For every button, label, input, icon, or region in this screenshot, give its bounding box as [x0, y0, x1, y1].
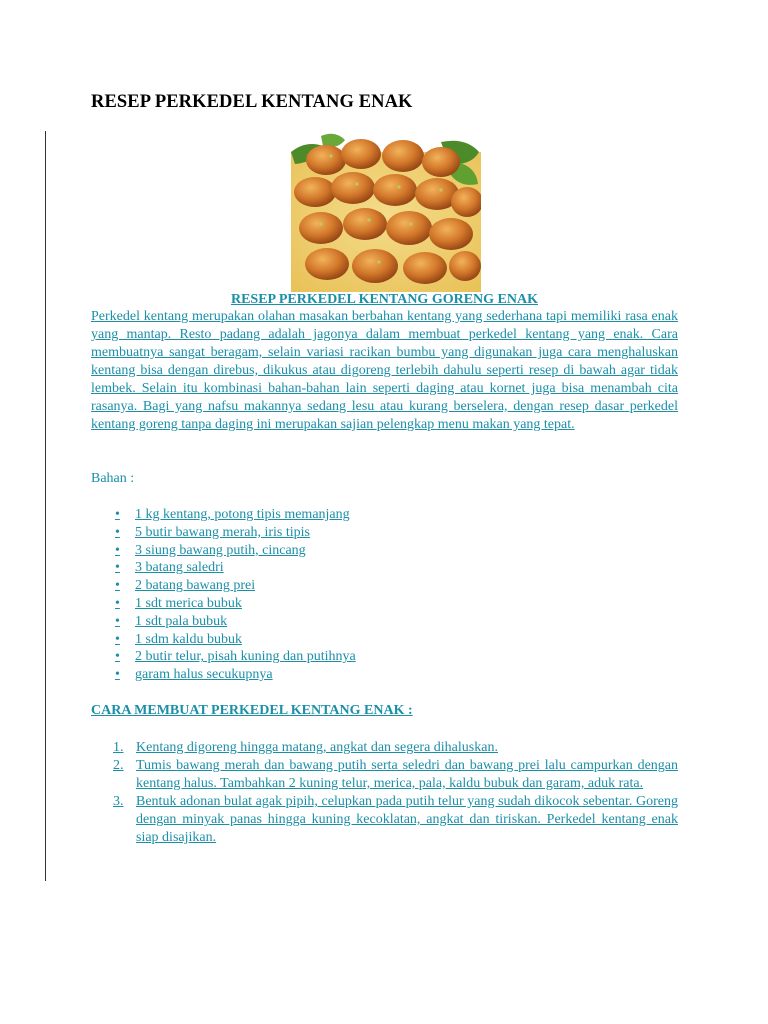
step-item[interactable] — [91, 757, 678, 793]
ingredients-label: Bahan : — [91, 471, 135, 486]
bullet-icon: • — [115, 542, 120, 558]
steps-list — [91, 739, 678, 847]
bullet-icon: • — [115, 667, 120, 683]
steps-heading[interactable]: CARA MEMBUAT PERKEDEL KENTANG ENAK : — [91, 703, 413, 718]
bullet-icon: • — [115, 507, 120, 522]
step-text: Tumis bawang merah dan bawang putih serta seledri dan bawang prei lalu campurkan dengan kentang halus. Tambahkan 2 kuning telur, merica, pala, kaldu bubuk dan garam, aduk rata. — [136, 758, 678, 791]
ingredient-item[interactable]: • 2 butir telur, pisah kuning dan putihnya — [91, 648, 356, 666]
step-number: 2. — [113, 758, 124, 773]
ingredient-item[interactable]: • 1 sdm kaldu bubuk — [91, 631, 356, 649]
step-item[interactable] — [91, 739, 678, 757]
bullet-icon: • — [115, 613, 120, 629]
ingredient-item[interactable]: • 1 sdt merica bubuk — [91, 595, 356, 613]
fried-potato-patties-photo — [291, 132, 481, 292]
ingredients-list — [91, 506, 356, 684]
bullet-icon: • — [115, 560, 120, 576]
ingredient-item[interactable]: • 5 butir bawang merah, iris tipis — [91, 524, 356, 542]
bullet-icon: • — [115, 631, 120, 647]
ingredient-item[interactable]: • 1 sdt pala bubuk — [91, 613, 356, 631]
bullet-icon: • — [115, 578, 120, 594]
step-text: Bentuk adonan bulat agak pipih, celupkan pada putih telur yang sudah dikocok sebentar. Goreng dengan minyak panas hingga kuning kecoklatan, angkat dan tiriskan. Perkedel kentang enak siap disajikan. — [136, 794, 678, 845]
step-number: 1. — [113, 740, 124, 755]
bullet-icon: • — [115, 524, 120, 540]
ingredient-item[interactable]: • 3 siung bawang putih, cincang — [91, 542, 356, 560]
ingredient-item[interactable]: • garam halus secukupnya — [91, 666, 356, 684]
ingredient-item[interactable]: • 3 batang saledri — [91, 559, 356, 577]
margin-rule — [45, 131, 46, 881]
bullet-icon: • — [115, 595, 120, 611]
intro-paragraph[interactable]: Perkedel kentang merupakan olahan masakan berbahan kentang yang sederhana tapi memiliki rasa enak yang mantap. Resto padang adalah jagonya dalam membuat perkedel kentang yang enak. Cara membuatnya sangat beragam, selain variasi racikan bumbu yang digunakan juga cara menghaluskan kentang bisa dengan direbus, dikukus atau digoreng terlebih dahulu seperti resep di bawah agar tidak lembek. Selain itu kombinasi bahan-bahan lain seperti daging atau kornet juga bisa menambah cita rasanya. Bagi yang nafsu makannya sedang lesu atau kurang berselera, dengan resep dasar perkedel kentang goreng tanpa daging ini merupakan sajian pelengkap menu makan yang tepat. — [91, 309, 678, 432]
page-title: RESEP PERKEDEL KENTANG ENAK — [91, 92, 413, 112]
step-number: 3. — [113, 794, 124, 809]
step-item[interactable] — [91, 793, 678, 847]
bullet-icon: • — [115, 649, 120, 665]
ingredient-item[interactable]: • 2 batang bawang prei — [91, 577, 356, 595]
ingredient-item[interactable]: • 1 kg kentang, potong tipis memanjang — [91, 506, 356, 524]
recipe-subtitle[interactable]: RESEP PERKEDEL KENTANG GORENG ENAK — [230, 292, 538, 307]
step-text: Kentang digoreng hingga matang, angkat dan segera dihaluskan. — [136, 740, 498, 755]
